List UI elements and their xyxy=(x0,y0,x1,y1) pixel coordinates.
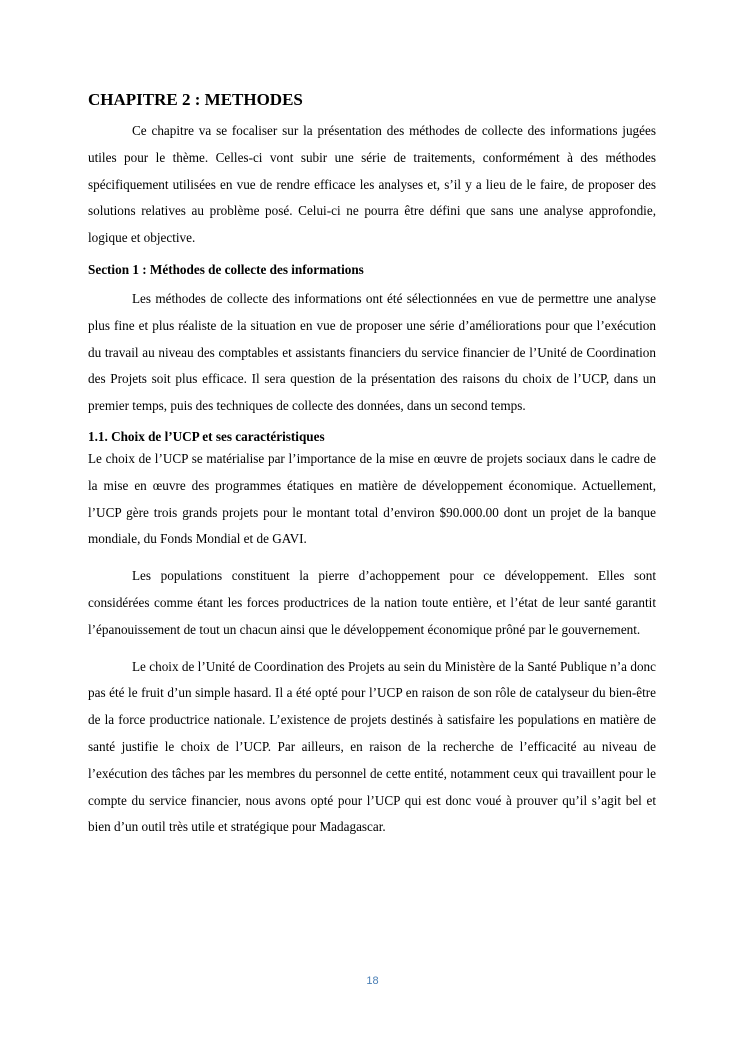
subsection-1-1-paragraph-3: Le choix de l’Unité de Coordination des Projets au sein du Ministère de la Santé Publique n’a donc pas été le fruit d’un simple hasard. Il a été opté pour l’UCP en raison de son rôle de catalyseur du bien-être de la force productrice nationale. L’existence de projets destinés à satisfaire les populations en matière de santé justifie le choix de l’UCP. Par ailleurs, en raison de la recherche de l’efficacité au niveau de l’exécution des tâches par les membres du personnel de cette entité, notamment ceux qui travaillent pour le compte du service financier, nous avons opté pour l’UCP qui est donc voué à prouver qu’il s’agit bel et bien d’un outil très utile et stratégique pour Madagascar. xyxy=(88,658,656,835)
page-number: 18 xyxy=(366,975,379,987)
subsection-1-1-title: 1.1. Choix de l’UCP et ses caractéristiques xyxy=(88,428,325,444)
chapter-title: CHAPITRE 2 : METHODES xyxy=(88,90,303,109)
section-1-paragraph: Les méthodes de collecte des informations ont été sélectionnées en vue de permettre une analyse plus fine et plus réaliste de la situation en vue de proposer une série d’améliorations pour que l’exécution du travail au niveau des comptables et assistants financiers du service financier de l’Unité de Coordination des Projets soit plus efficace. Il sera question de la présentation des raisons du choix de l’UCP, dans un premier temps, puis des techniques de collecte des données, dans un second temps. xyxy=(88,290,656,414)
subsection-1-1-paragraph-2: Les populations constituent la pierre d’achoppement pour ce développement. Elles sont considérées comme étant les forces productrices de la nation toute entière, et l’état de leur santé garantit l’épanouissement de tout un chacun ainsi que le développement économique prôné par le gouvernement. xyxy=(88,568,656,637)
subsection-1-1-paragraph-1: Le choix de l’UCP se matérialise par l’importance de la mise en œuvre de projets sociaux dans le cadre de la mise en œuvre des programmes étatiques en matière de développement économique. Actuellement, l’UCP gère trois grands projets pour le montant total d’environ $90.000.00 dont un projet de la banque mondiale, du Fonds Mondial et de GAVI. xyxy=(88,450,656,547)
section-1-title: Section 1 : Méthodes de collecte des informations xyxy=(88,261,364,277)
document-page xyxy=(88,88,656,841)
chapter-intro-paragraph: Ce chapitre va se focaliser sur la présentation des méthodes de collecte des informations jugées utiles pour le thème. Celles-ci vont subir une série de traitements, conformément à des méthodes spécifiquement utilisées en vue de rendre efficace les analyses et, s’il y a lieu de le faire, de proposer des solutions relatives au problème posé. Celui-ci ne pourra être défini que sans une analyse approfondie, logique et objective. xyxy=(88,123,656,246)
